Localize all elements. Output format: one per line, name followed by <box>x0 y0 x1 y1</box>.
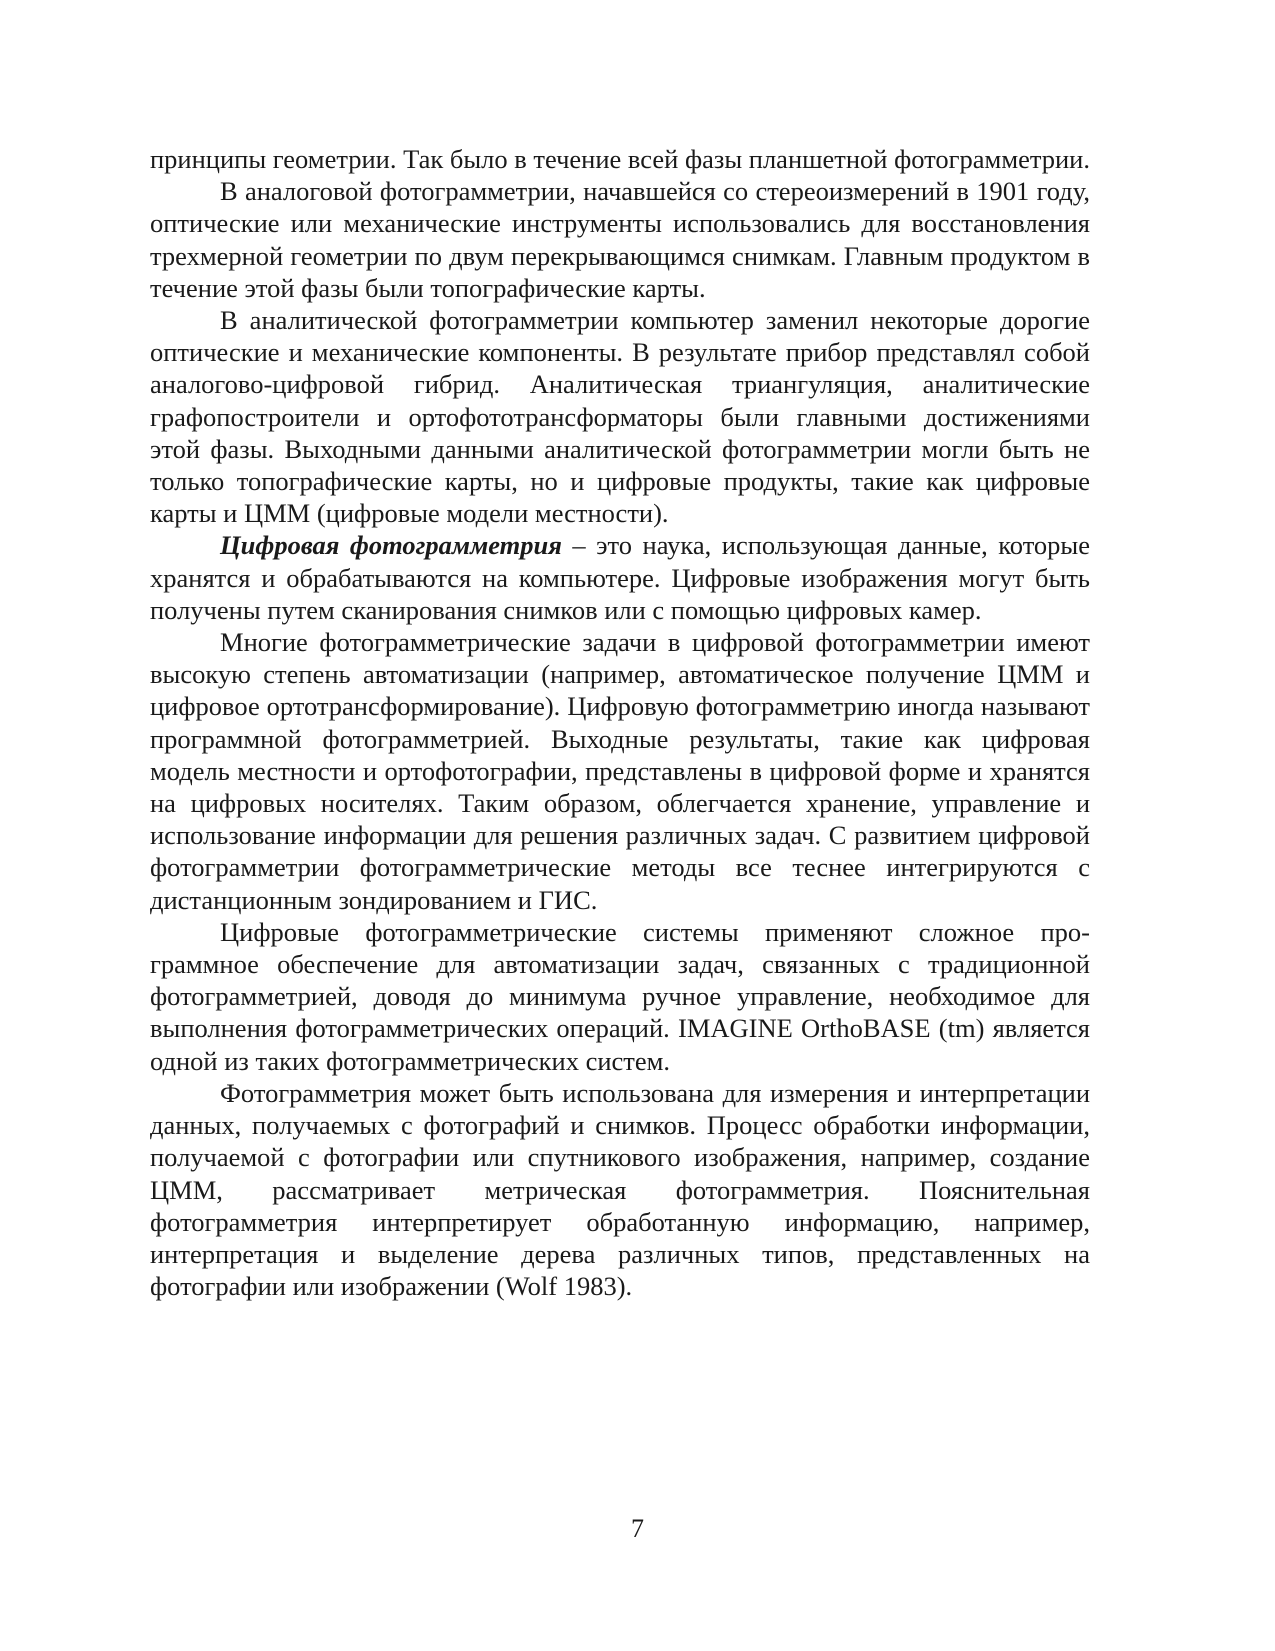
page-number: 7 <box>631 1514 644 1543</box>
paragraph-digital-photogrammetry-definition <box>150 529 1090 626</box>
body-text <box>150 143 1090 1302</box>
paragraph-planar-phase: принципы геометрии. Так было в течение всей фазы планшетной фотограмметрии. <box>150 144 1090 174</box>
term-digital-photogrammetry: Цифровая фотограмметрия <box>220 530 562 561</box>
paragraph-analog-photogrammetry: В аналоговой фотограмметрии, начавшейся со стереоизмерений в 1901 году, оптические или механические инструменты использовались для восстановления трехмерной геометрии по двум перекрывающимся снимкам. Главным продуктом в течение этой фазы были топографические карты. <box>150 176 1090 303</box>
paragraph-automation: Многие фотограмметрические задачи в цифровой фотограмметрии имеют высокую степень автоматизации (например, автоматическое получение ЦММ и цифровое ортотрансформирование). Цифровую фотограмметрию иногда называют программной фотограмметрией. Выходные результаты, такие как цифровая модель местности и ортофотографии, представлены в цифровой форме и хранятся на цифровых носителях. Таким образом, облегчается хранение, управление и использование информации для решения различных задач. С развитием цифровой фотограмметрии фотограмметрические методы все теснее интегрируются с дистанционным зондированием и ГИС. <box>150 627 1090 915</box>
paragraph-digital-systems: Цифровые фотограмметрические системы применяют сложное программное обеспечение для автоматизации задач, связанных с традиционной фотограмметрией, доводя до минимума ручное управление, необходимое для выполнения фотограмметрических операций. IMAGINE OrthoBASE (tm) является одной из таких фотограмметрических систем. <box>150 916 1090 1076</box>
definition-text: – это наука, использующая данные, которые хранятся и обрабатываются на компьютере. Цифровые изображения могут быть получены путем сканирования снимков или с помощью цифровых камер. <box>150 530 1090 625</box>
paragraph-measurement-interpretation: Фотограмметрия может быть использована для измерения и интерпретации данных, получаемых с фотографий и снимков. Процесс обработки информации, получаемой с фотографии или спутникового изображения, например, создание ЦММ, рассматривает метрическая фотограмметрия. Пояснительная фотограмметрия интерпретирует обработанную информацию, например, интерпретация и выделение дерева различных типов, представленных на фотографии или изображении (Wolf 1983). <box>150 1077 1090 1302</box>
paragraph-analytical-photogrammetry: В аналитической фотограмметрии компьютер заменил некоторые дорогие оптические и механические компоненты. В результате прибор представлял собой аналогово-цифровой гибрид. Аналитическая триангуляция, аналитические графопостроители и ортофототрансформаторы были главными достижениями этой фазы. Выходными данными аналитической фотограмметрии могли быть не только топографические карты, но и цифровые продукты, такие как цифровые карты и ЦММ (цифровые модели местности). <box>150 305 1090 529</box>
